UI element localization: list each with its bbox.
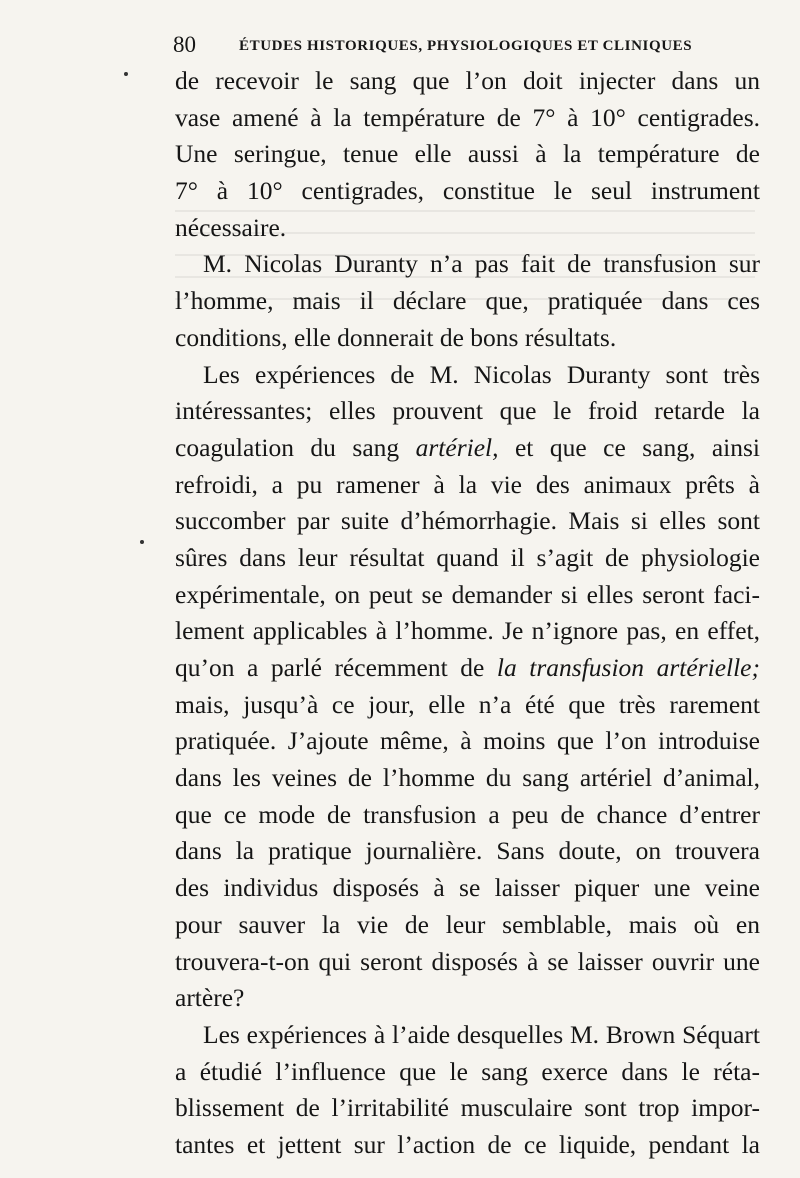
body-text	[175, 63, 760, 1164]
text-line: des individus disposés à se laisser piquer une veine	[175, 873, 760, 903]
text-line: conditions, elle donnerait de bons résultats.	[175, 322, 617, 352]
text-line: artère?	[175, 983, 245, 1013]
page-number: 80	[173, 32, 196, 57]
text-line: 7° à 10° centigrades, constitue le seul instrument	[175, 176, 760, 206]
italic-phrase: artériel,	[415, 432, 499, 462]
text-line: sûres dans leur résultat quand il s’agit de physiologie	[175, 542, 760, 572]
text-line: que ce mode de transfusion a peu de chance d’entrer	[175, 799, 760, 829]
text-line: pratiquée. J’ajoute même, à moins que l’on introduise	[175, 726, 760, 756]
text-line: pour sauver la vie de leur semblable, mais où en	[175, 909, 760, 939]
text-line: trouvera-t-on qui seront disposés à se laisser ouvrir une	[175, 946, 760, 976]
text-line: M. Nicolas Duranty n’a pas fait de transfusion sur	[203, 249, 760, 279]
text-line: vase amené à la température de 7° à 10° centigrades.	[175, 102, 760, 132]
text-line: dans la pratique journalière. Sans doute, on trouvera	[175, 836, 760, 866]
running-head: ÉTUDES HISTORIQUES, PHYSIOLOGIQUES ET CLINIQUES	[239, 38, 693, 54]
text-line: Une seringue, tenue elle aussi à la température de	[175, 139, 760, 169]
text-line: succomber par suite d’hémorrhagie. Mais si elles sont	[175, 506, 760, 536]
text-line: nécessaire.	[175, 212, 287, 242]
text-line: Les expériences de M. Nicolas Duranty sont très	[203, 359, 760, 389]
text-line: lement applicables à l’homme. Je n’ignore pas, en effet,	[175, 616, 760, 646]
text-line: Les expériences à l’aide desquelles M. Brown Séquart	[203, 1019, 760, 1049]
text-line: mais, jusqu’à ce jour, elle n’a été que très rarement	[175, 689, 760, 719]
text-line: intéressantes; elles prouvent que le froid retarde la	[175, 396, 760, 426]
margin-speck	[124, 72, 128, 76]
text-line: blissement de l’irritabilité musculaire sont trop impor-	[175, 1093, 760, 1123]
text-line: coagulation du sang artériel, et que ce sang, ainsi	[175, 432, 760, 462]
italic-phrase: la transfusion artérielle;	[496, 653, 760, 682]
page-header	[173, 30, 773, 60]
text-line: qu’on a parlé récemment de la transfusion artérielle;	[175, 653, 760, 682]
text-line: de recevoir le sang que l’on doit injecter dans un	[175, 66, 760, 95]
text-line: a étudié l’influence que le sang exerce dans le réta-	[175, 1056, 760, 1086]
margin-speck	[140, 540, 144, 544]
text-line: l’homme, mais il déclare que, pratiquée dans ces	[175, 286, 760, 316]
text-line: expérimentale, on peut se demander si elles seront faci-	[175, 579, 760, 609]
text-line: refroidi, a pu ramener à la vie des animaux prêts à	[175, 469, 760, 499]
text-line: tantes et jettent sur l’action de ce liquide, pendant la	[175, 1129, 760, 1159]
text-line: dans les veines de l’homme du sang artériel d’animal,	[175, 763, 760, 793]
